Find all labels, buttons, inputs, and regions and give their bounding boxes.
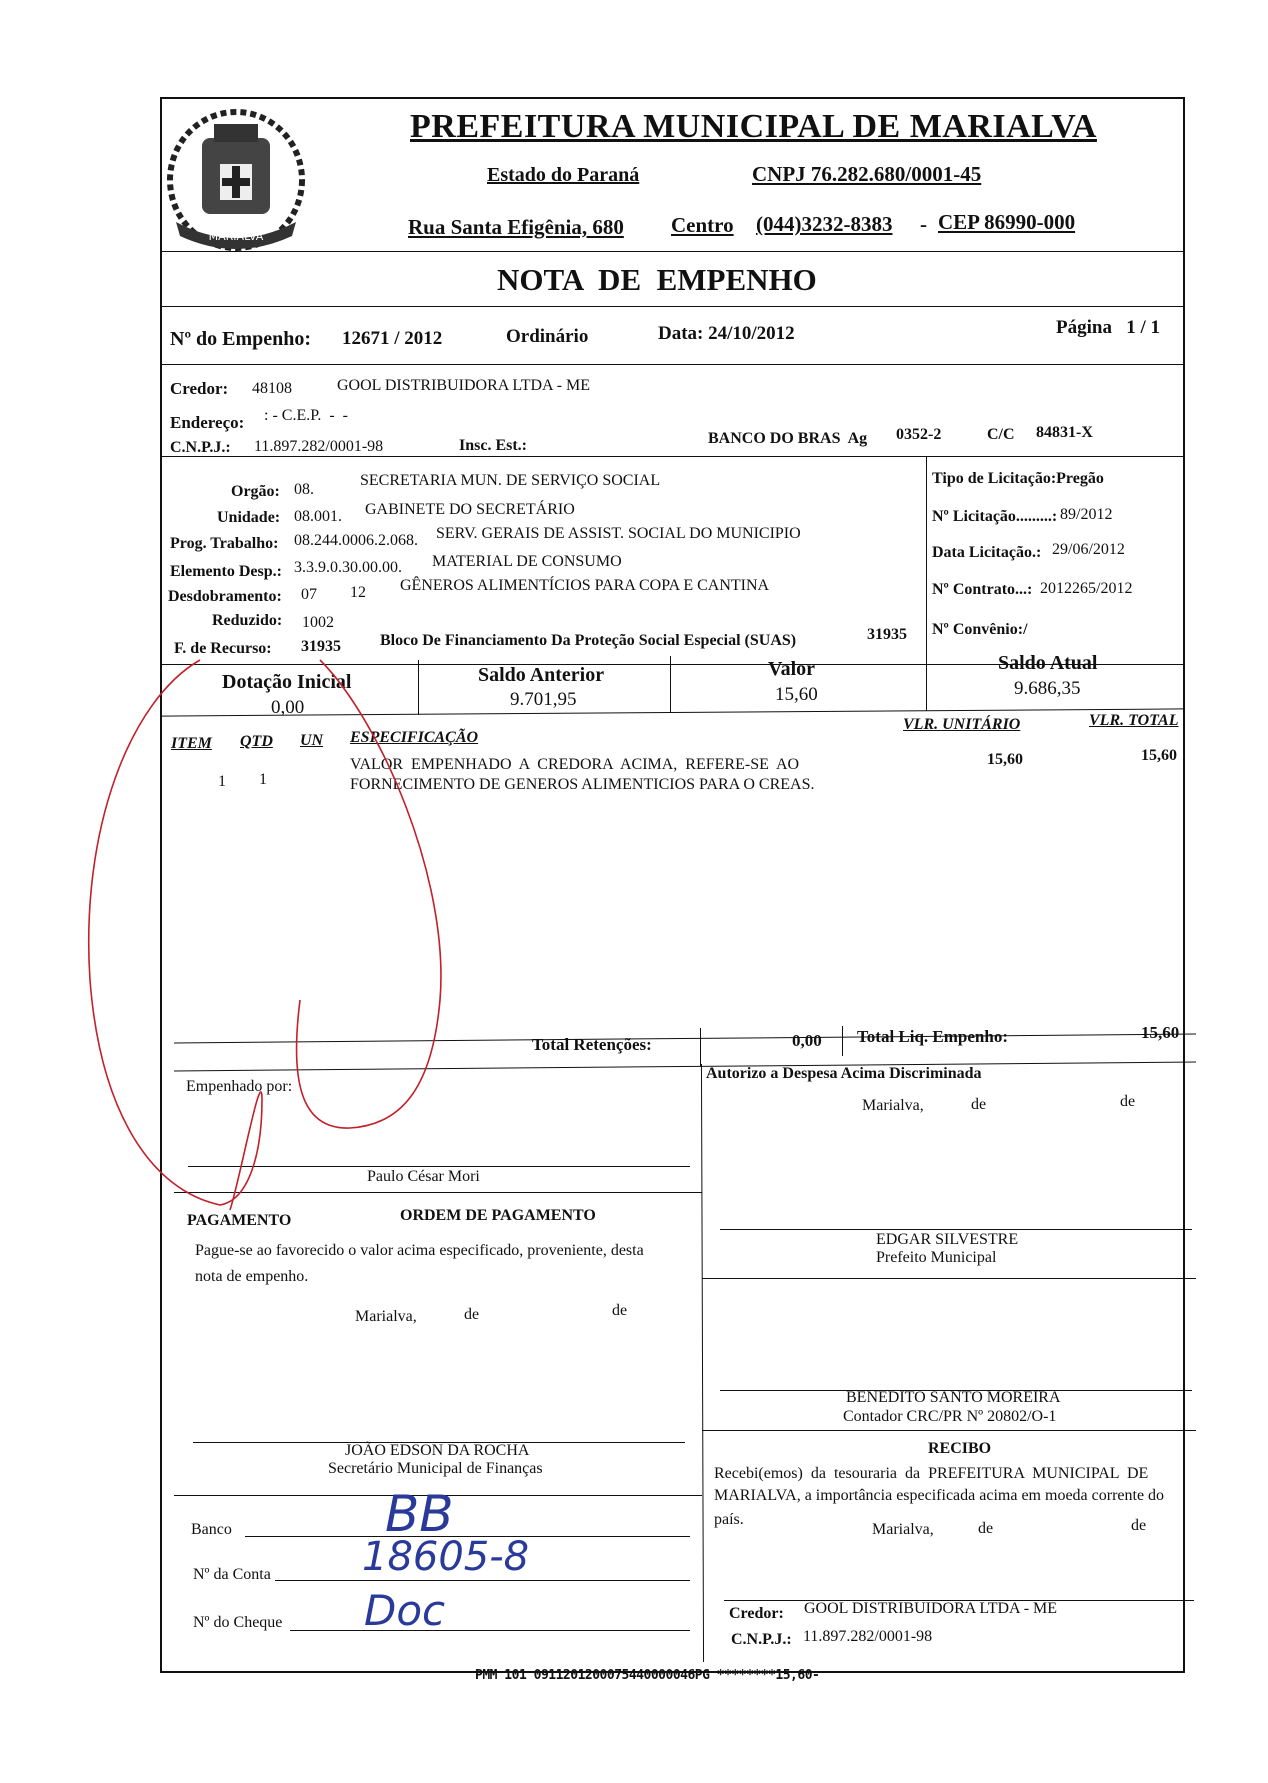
orgao-label: Orgão: bbox=[231, 483, 280, 500]
bank-name: BANCO DO BRAS Ag bbox=[708, 430, 868, 447]
divider bbox=[842, 1026, 843, 1056]
total-retencoes-label: Total Retenções: bbox=[532, 1035, 652, 1054]
recibo-de-2: de bbox=[1131, 1517, 1147, 1534]
secretario-role: Secretário Municipal de Finanças bbox=[328, 1460, 543, 1477]
conta-label: Nº da Conta bbox=[193, 1566, 271, 1583]
autorizo-de-1: de bbox=[971, 1096, 987, 1113]
valor-label: Valor bbox=[768, 658, 816, 680]
credor-code: 48108 bbox=[252, 380, 292, 397]
address: Rua Santa Efigênia, 680 bbox=[408, 215, 624, 239]
cnpj-label: C.N.P.J.: bbox=[170, 439, 231, 456]
divider bbox=[418, 660, 419, 715]
credor-cnpj: 11.897.282/0001-98 bbox=[254, 438, 384, 455]
saldo-atual-label: Saldo Atual bbox=[998, 652, 1098, 674]
divider bbox=[702, 1278, 1196, 1279]
dotacao-inicial-value: 0,00 bbox=[271, 697, 305, 718]
recibo-cnpj: 11.897.282/0001-98 bbox=[803, 1628, 933, 1645]
divider bbox=[160, 306, 1183, 307]
secretario-name: JOÃO EDSON DA ROCHA bbox=[345, 1442, 530, 1459]
divider bbox=[700, 1028, 701, 1066]
pagamento-de-2: de bbox=[612, 1302, 628, 1319]
item-number: 1 bbox=[218, 773, 226, 790]
divider bbox=[670, 656, 671, 713]
contador-name: BENEDITO SANTO MOREIRA bbox=[846, 1389, 1061, 1406]
recibo-credor-name: GOOL DISTRIBUIDORA LTDA - ME bbox=[804, 1600, 1058, 1617]
bank-agency: 0352-2 bbox=[896, 426, 942, 443]
recurso-code-2: 31935 bbox=[867, 626, 907, 643]
svg-text:MARIALVA: MARIALVA bbox=[208, 230, 264, 243]
recibo-de-1: de bbox=[978, 1520, 994, 1537]
elemento-label: Elemento Desp.: bbox=[170, 563, 282, 580]
desdobramento-a: 07 bbox=[301, 586, 317, 603]
col-especificacao: ESPECIFICAÇÃO bbox=[350, 729, 479, 746]
empenhado-por-name: Paulo César Mori bbox=[367, 1168, 480, 1185]
banco-label: Banco bbox=[191, 1521, 232, 1538]
divider bbox=[174, 1192, 702, 1193]
doc-title: NOTA DE EMPENHO bbox=[497, 262, 817, 297]
page-indicator: Página 1 / 1 bbox=[1056, 317, 1160, 338]
district: Centro bbox=[671, 213, 734, 237]
item-spec-line-2: FORNECIMENTO DE GENEROS ALIMENTICIOS PARA O CREAS. bbox=[350, 776, 815, 793]
item-spec-line-1: VALOR EMPENHADO A CREDORA ACIMA, REFERE-SE AO bbox=[350, 756, 800, 773]
reduzido-label: Reduzido: bbox=[212, 612, 283, 629]
recurso-label: F. de Recurso: bbox=[174, 640, 272, 657]
municipal-crest bbox=[162, 104, 310, 256]
cheque-line bbox=[290, 1630, 690, 1631]
licitacao-numero: 89/2012 bbox=[1060, 506, 1113, 523]
prefeito-name: EDGAR SILVESTRE bbox=[876, 1231, 1019, 1248]
recibo-line-1: Recebi(emos) da tesouraria da PREFEITURA MUNICIPAL DE bbox=[714, 1465, 1149, 1482]
divider bbox=[160, 456, 1183, 457]
desdobramento-name: GÊNEROS ALIMENTÍCIOS PARA COPA E CANTINA bbox=[400, 577, 770, 594]
col-vlr-unitario: VLR. UNITÁRIO bbox=[903, 716, 1021, 733]
licitacao-data: 29/06/2012 bbox=[1052, 541, 1125, 558]
recurso-code: 31935 bbox=[301, 638, 341, 655]
orgao-name: SECRETARIA MUN. DE SERVIÇO SOCIAL bbox=[360, 472, 661, 489]
prefeito-role: Prefeito Municipal bbox=[876, 1249, 997, 1266]
empenho-date: Data: 24/10/2012 bbox=[658, 323, 795, 344]
total-retencoes-value: 0,00 bbox=[792, 1031, 822, 1050]
cheque-handwriting: Doc bbox=[364, 1586, 446, 1635]
licitacao-data-label: Data Licitação.: bbox=[932, 544, 1042, 561]
credor-address: : - C.E.P. - - bbox=[264, 407, 348, 424]
orgao-code: 08. bbox=[294, 481, 314, 498]
convenio: Nº Convênio:/ bbox=[932, 621, 1028, 638]
pague-line-1: Pague-se ao favorecido o valor acima especificado, proveniente, desta bbox=[195, 1242, 644, 1259]
cnpj-header: CNPJ 76.282.680/0001-45 bbox=[752, 162, 982, 186]
divider bbox=[702, 1430, 1196, 1431]
col-un: UN bbox=[300, 732, 324, 749]
recurso-name: Bloco De Financiamento Da Proteção Social Especial (SUAS) bbox=[380, 632, 797, 649]
ordem-pagamento-label: ORDEM DE PAGAMENTO bbox=[400, 1207, 596, 1224]
recibo-city: Marialva, bbox=[872, 1521, 934, 1538]
prog-name: SERV. GERAIS DE ASSIST. SOCIAL DO MUNICIPIO bbox=[436, 525, 801, 542]
state-name: Estado do Paraná bbox=[487, 164, 640, 186]
elemento-code: 3.3.9.0.30.00.00. bbox=[294, 559, 402, 576]
recibo-credor-label: Credor: bbox=[729, 1605, 784, 1622]
empenho-number-label: Nº do Empenho: bbox=[170, 328, 312, 350]
conta-line bbox=[275, 1580, 690, 1581]
pague-line-2: nota de empenho. bbox=[195, 1268, 309, 1285]
pagamento-de-1: de bbox=[464, 1306, 480, 1323]
licitacao-numero-label: Nº Licitação.........: bbox=[932, 508, 1058, 525]
unidade-name: GABINETE DO SECRETÁRIO bbox=[365, 501, 575, 518]
recibo-cnpj-label: C.N.P.J.: bbox=[731, 1631, 792, 1648]
desdobramento-label: Desdobramento: bbox=[168, 588, 282, 605]
desdobramento-b: 12 bbox=[350, 584, 366, 601]
saldo-atual-value: 9.686,35 bbox=[1014, 678, 1081, 699]
phone: (044)3232-8383 bbox=[756, 212, 893, 236]
recibo-title: RECIBO bbox=[928, 1440, 992, 1457]
contrato-number: 2012265/2012 bbox=[1040, 580, 1133, 597]
divider bbox=[926, 456, 927, 666]
contrato-label: Nº Contrato...: bbox=[932, 581, 1033, 598]
col-item: ITEM bbox=[171, 735, 212, 752]
credor-name: GOOL DISTRIBUIDORA LTDA - ME bbox=[337, 377, 591, 394]
saldo-anterior-label: Saldo Anterior bbox=[478, 664, 605, 686]
elemento-name: MATERIAL DE CONSUMO bbox=[432, 553, 622, 570]
autorizo-label: Autorizo a Despesa Acima Discriminada bbox=[706, 1065, 982, 1082]
pagamento-label: PAGAMENTO bbox=[187, 1212, 292, 1229]
pagamento-city: Marialva, bbox=[355, 1308, 417, 1325]
conta-handwriting: 18605-8 bbox=[362, 1534, 530, 1580]
empenho-type: Ordinário bbox=[506, 326, 589, 347]
total-liquido-label: Total Liq. Empenho: bbox=[857, 1027, 1008, 1046]
separator-dash: - bbox=[920, 212, 927, 236]
signature-line bbox=[188, 1166, 690, 1167]
divider bbox=[160, 364, 1183, 365]
dotacao-inicial-label: Dotação Inicial bbox=[222, 671, 352, 693]
valor-value: 15,60 bbox=[775, 684, 818, 705]
banco-handwriting: BB bbox=[385, 1485, 454, 1543]
unidade-code: 08.001. bbox=[294, 508, 342, 525]
address-label: Endereço: bbox=[170, 413, 245, 432]
page-title: PREFEITURA MUNICIPAL DE MARIALVA bbox=[410, 108, 1097, 145]
item-total-value: 15,60 bbox=[1141, 747, 1177, 764]
cc-number: 84831-X bbox=[1036, 424, 1093, 441]
empenhado-por-label: Empenhado por: bbox=[186, 1078, 293, 1095]
licitacao-tipo: Tipo de Licitação:Pregão bbox=[932, 470, 1104, 487]
reduzido-value: 1002 bbox=[302, 614, 334, 631]
cc-label: C/C bbox=[987, 426, 1015, 443]
recibo-line-2: MARIALVA, a importância especificada acima em moeda corrente do bbox=[714, 1487, 1165, 1504]
saldo-anterior-value: 9.701,95 bbox=[510, 689, 577, 710]
total-liquido-value: 15,60 bbox=[1141, 1023, 1180, 1042]
credor-label: Credor: bbox=[170, 379, 229, 398]
signature-line bbox=[720, 1229, 1192, 1230]
cep: CEP 86990-000 bbox=[938, 210, 1076, 234]
divider bbox=[926, 654, 927, 711]
empenho-number: 12671 / 2012 bbox=[342, 328, 443, 349]
recibo-line-3: país. bbox=[714, 1511, 744, 1528]
insc-label: Insc. Est.: bbox=[459, 437, 528, 454]
unidade-label: Unidade: bbox=[217, 509, 281, 526]
autorizo-city: Marialva, bbox=[862, 1097, 924, 1114]
prog-code: 08.244.0006.2.068. bbox=[294, 532, 418, 549]
cheque-label: Nº do Cheque bbox=[193, 1614, 283, 1631]
col-vlr-total: VLR. TOTAL bbox=[1089, 712, 1179, 729]
item-unit-value: 15,60 bbox=[987, 751, 1023, 768]
contador-role: Contador CRC/PR Nº 20802/O-1 bbox=[843, 1408, 1057, 1425]
autorizo-de-2: de bbox=[1120, 1093, 1136, 1110]
document-code: PMM 101 0911201200075440000046PG ********15,60- bbox=[475, 1668, 820, 1683]
item-qtd: 1 bbox=[259, 771, 267, 788]
divider bbox=[160, 251, 1183, 252]
prog-label: Prog. Trabalho: bbox=[170, 535, 279, 552]
col-qtd: QTD bbox=[240, 733, 273, 750]
